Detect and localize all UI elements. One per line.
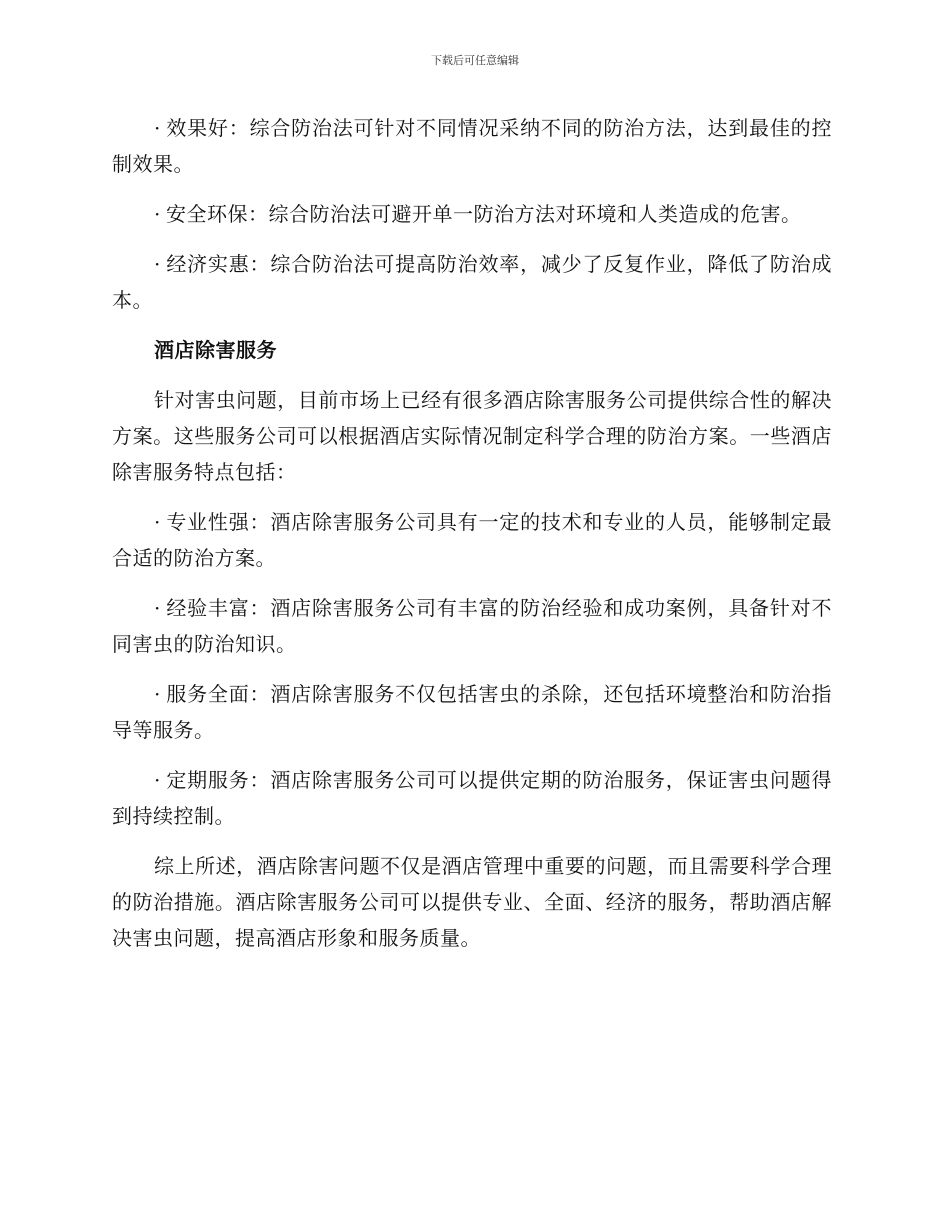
intro-paragraph: 针对害虫问题，目前市场上已经有很多酒店除害服务公司提供综合性的解决方案。这些服务公司可以根据酒店实际情况制定科学合理的防治方案。一些酒店除害服务特点包括：	[112, 388, 832, 484]
bullet-marker: ·	[154, 116, 161, 140]
bullet-marker: ·	[154, 596, 161, 620]
bullet-label: 经济实惠：	[166, 252, 271, 276]
bullet-paragraph-experience	[112, 590, 832, 662]
bullet-text: 综合防治法可提高防治效率，减少了反复作业，降低了防治成本。	[112, 252, 832, 312]
bullet-label: 经验丰富：	[166, 596, 271, 620]
bullet-text: 酒店除害服务公司可以提供定期的防治服务，保证害虫问题得到持续控制。	[112, 768, 832, 828]
bullet-marker: ·	[154, 202, 161, 226]
bullet-label: 专业性强：	[166, 510, 271, 534]
bullet-text: 酒店除害服务公司有丰富的防治经验和成功案例，具备针对不同害虫的防治知识。	[112, 596, 832, 656]
bullet-paragraph-regular	[112, 762, 832, 834]
bullet-marker: ·	[154, 252, 161, 276]
bullet-paragraph-effect	[112, 110, 832, 182]
bullet-paragraph-safety	[112, 196, 832, 232]
section-title: 酒店除害服务	[154, 338, 277, 362]
bullet-text: 酒店除害服务公司具有一定的技术和专业的人员，能够制定最合适的防治方案。	[112, 510, 832, 570]
bullet-text: 酒店除害服务不仅包括害虫的杀除，还包括环境整治和防治指导等服务。	[112, 682, 832, 742]
bullet-paragraph-professional	[112, 504, 832, 576]
bullet-label: 服务全面：	[166, 682, 271, 706]
bullet-paragraph-economy	[112, 246, 832, 318]
bullet-label: 定期服务：	[166, 768, 271, 792]
bullet-paragraph-comprehensive	[112, 676, 832, 748]
bullet-marker: ·	[154, 510, 161, 534]
document-body	[112, 110, 832, 970]
bullet-label: 安全环保：	[166, 202, 269, 226]
conclusion-paragraph: 综上所述，酒店除害问题不仅是酒店管理中重要的问题，而且需要科学合理的防治措施。酒店除害服务公司可以提供专业、全面、经济的服务，帮助酒店解决害虫问题，提高酒店形象和服务质量。	[112, 854, 832, 950]
bullet-label: 效果好：	[166, 116, 250, 140]
bullet-text: 综合防治法可避开单一防治方法对环境和人类造成的危害。	[268, 202, 802, 226]
bullet-text: 综合防治法可针对不同情况采纳不同的防治方法，达到最佳的控制效果。	[112, 116, 832, 176]
header-note: 下载后可任意编辑	[431, 54, 519, 67]
bullet-marker: ·	[154, 768, 161, 792]
bullet-marker: ·	[154, 682, 161, 706]
